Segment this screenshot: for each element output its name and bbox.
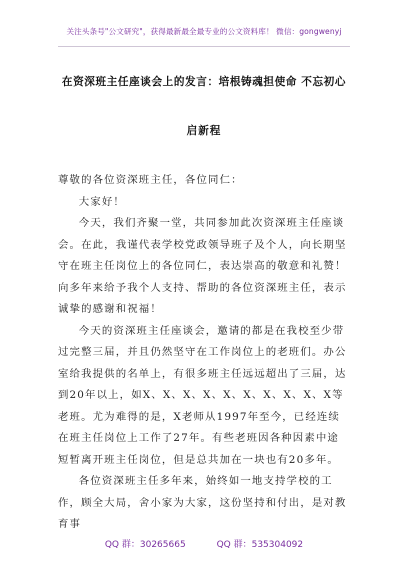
paragraph: 今天，我们齐聚一堂，共同参加此次资深班主任座谈会。在此，我谨代表学校党政领导班子及个人，向长期坚守在班主任岗位上的各位同仁，表达崇高的敬意和礼赞！向多年来给予我个人支持、帮助的各位资深班主任，表示诚挚的感谢和祝福！ bbox=[58, 217, 347, 315]
document-title: 在资深班主任座谈会上的发言：培根铸魂担使命 不忘初心 bbox=[61, 76, 347, 88]
footer-qq-group-1: QQ 群：30265665 bbox=[104, 540, 186, 550]
paragraph: 各位资深班主任多年来，始终如一地支持学校的工作，顾全大局，舍小家为大家，这份坚持和付出，是对教育事 bbox=[58, 475, 347, 530]
footer bbox=[0, 537, 408, 550]
header-divider bbox=[58, 46, 350, 47]
greeting: 大家好！ bbox=[78, 195, 125, 208]
document-author: 启新程 bbox=[186, 125, 222, 137]
document-body bbox=[58, 170, 350, 536]
header-banner: 关注头条号"公文研究"，获得最新最全最专业的公文资料库！ 微信：gongwenyj bbox=[66, 27, 342, 36]
salutation: 尊敬的各位资深班主任，各位同仁： bbox=[58, 174, 243, 186]
paragraph: 今天的资深班主任座谈会，邀请的都是在我校至少带过完整三届，并且仍然坚守在工作岗位上的老班们。办公室给我提供的名单上，有很多班主任远远超出了三届，达到20年以上，如X、X、X、X、X、X、X、X、X、X等老班。尤为难得的是，X老师从1997年至今，已经连续在班主任岗位上工作了27年。有些老班因各种因素中途短暂离开班主任岗位，但是总共加在一块也有20多年。 bbox=[58, 324, 347, 466]
footer-qq-group-2: QQ 群：535304092 bbox=[216, 540, 304, 550]
